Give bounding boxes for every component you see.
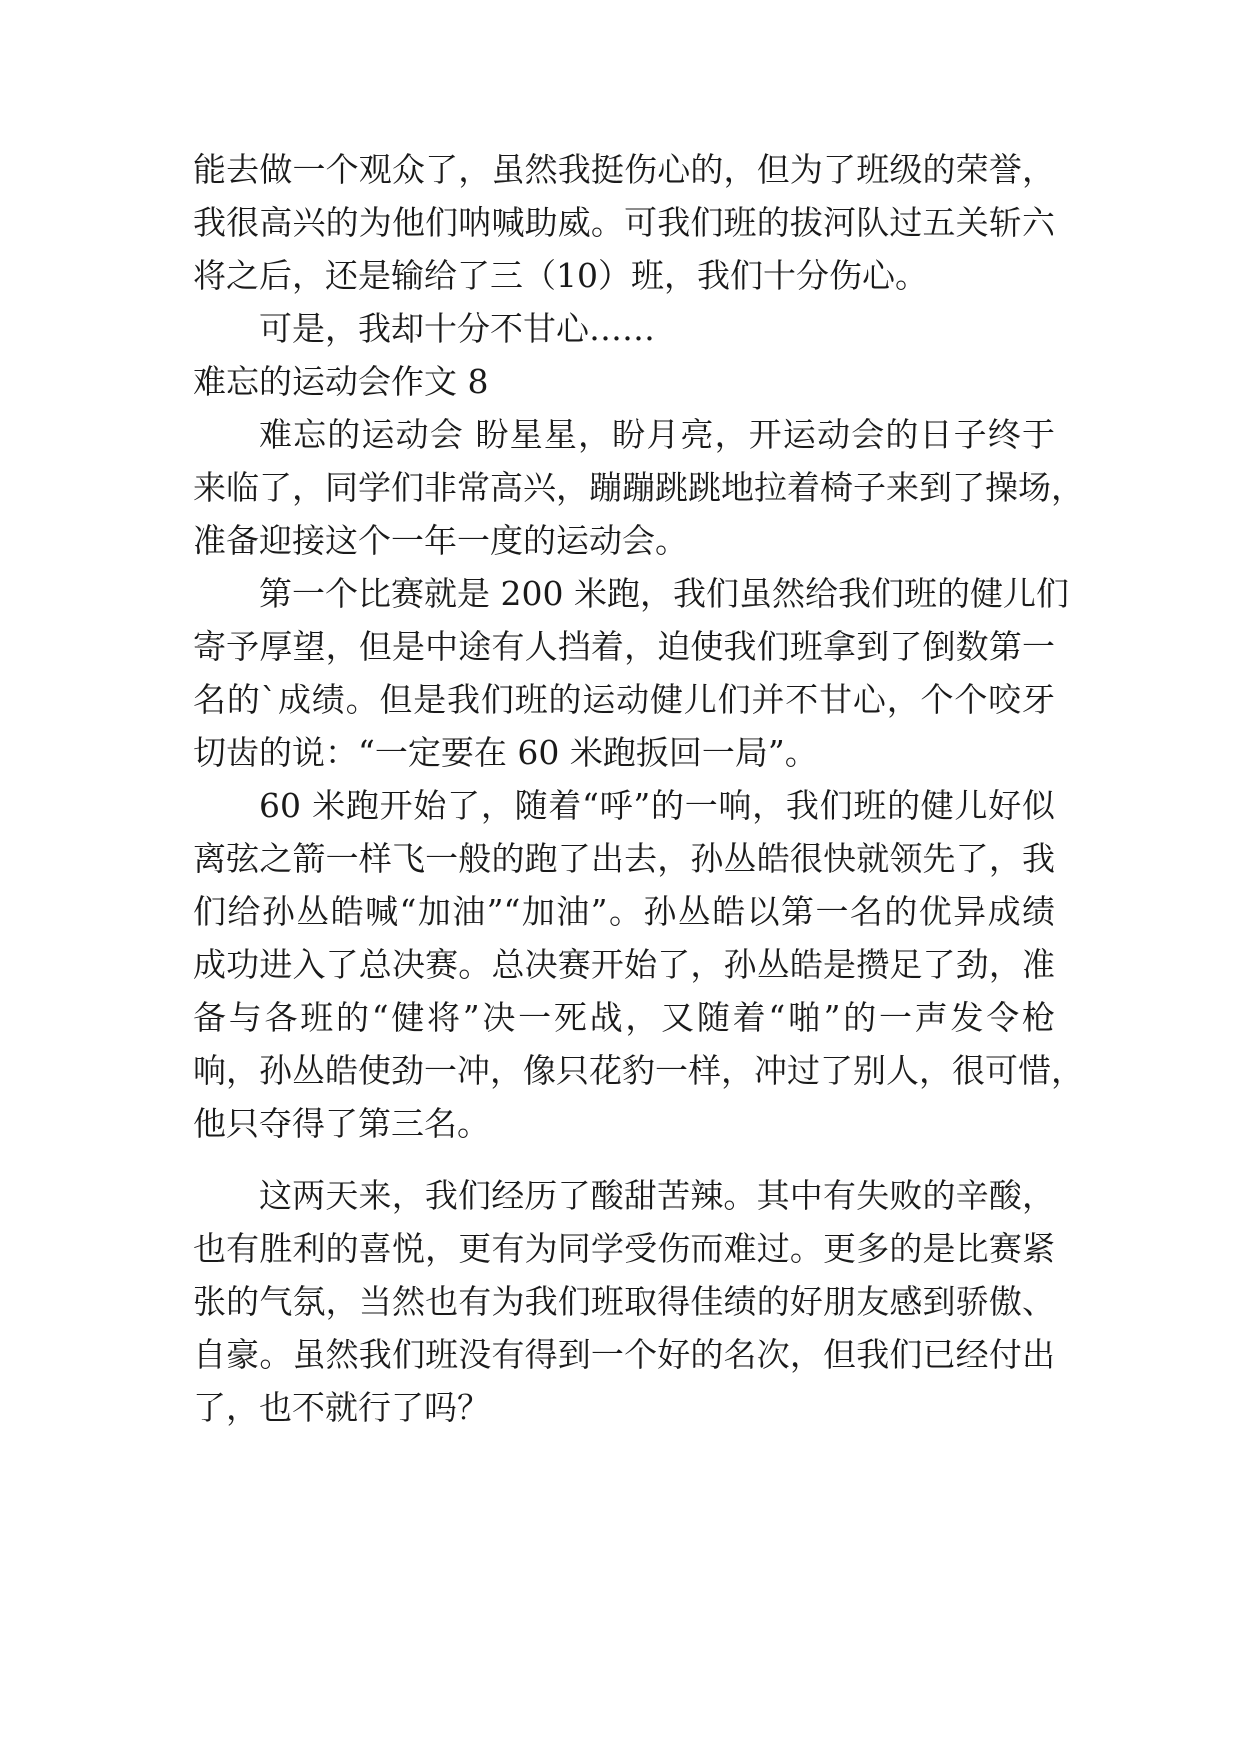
paragraph-line: 名的`成绩。但是我们班的运动健儿们并不甘心，个个咬牙 [193,680,1055,719]
paragraph-line: 也有胜利的喜悦，更有为同学受伤而难过。更多的是比赛紧 [193,1229,1055,1268]
paragraph-line: 难忘的运动会 盼星星，盼月亮，开运动会的日子终于 [259,415,1055,454]
paragraph-line: 自豪。虽然我们班没有得到一个好的名次，但我们已经付出 [193,1335,1055,1374]
paragraph-line: 60 米跑开始了，随着“呼”的一响，我们班的健儿好似 [259,786,1055,825]
paragraph-line: 们给孙丛皓喊“加油”“加油”。孙丛皓以第一名的优异成绩 [193,892,1055,931]
paragraph-line: 将之后，还是输给了三（10）班，我们十分伤心。 [193,256,928,295]
paragraph-line: 能去做一个观众了，虽然我挺伤心的，但为了班级的荣誉， [193,150,1055,189]
paragraph-line: 准备迎接这个一年一度的运动会。 [193,521,688,560]
essay-heading: 难忘的运动会作文 8 [193,362,489,401]
paragraph-line: 成功进入了总决赛。总决赛开始了，孙丛皓是攒足了劲，准 [193,945,1055,984]
paragraph-line: 张的气氛，当然也有为我们班取得佳绩的好朋友感到骄傲、 [193,1282,1055,1321]
paragraph-line: 第一个比赛就是 200 米跑，我们虽然给我们班的健儿们 [259,574,1069,613]
paragraph-line: 他只夺得了第三名。 [193,1104,490,1143]
paragraph-line: 寄予厚望，但是中途有人挡着，迫使我们班拿到了倒数第一 [193,627,1055,666]
paragraph-line: 切齿的说：“一定要在 60 米跑扳回一局”。 [193,733,818,772]
paragraph-line: 来临了，同学们非常高兴，蹦蹦跳跳地拉着椅子来到了操场， [193,468,1084,507]
paragraph-line: 可是，我却十分不甘心…… [259,309,655,348]
paragraph-line: 我很高兴的为他们呐喊助威。可我们班的拔河队过五关斩六 [193,203,1055,242]
paragraph-line: 这两天来，我们经历了酸甜苦辣。其中有失败的辛酸， [259,1176,1055,1215]
paragraph-line: 离弦之箭一样飞一般的跑了出去，孙丛皓很快就领先了，我 [193,839,1055,878]
paragraph-line: 响，孙丛皓使劲一冲，像只花豹一样，冲过了别人，很可惜， [193,1051,1084,1090]
paragraph-line: 备与各班的“健将”决一死战，又随着“啪”的一声发令枪 [193,998,1055,1037]
paragraph-line: 了，也不就行了吗？ [193,1388,490,1427]
